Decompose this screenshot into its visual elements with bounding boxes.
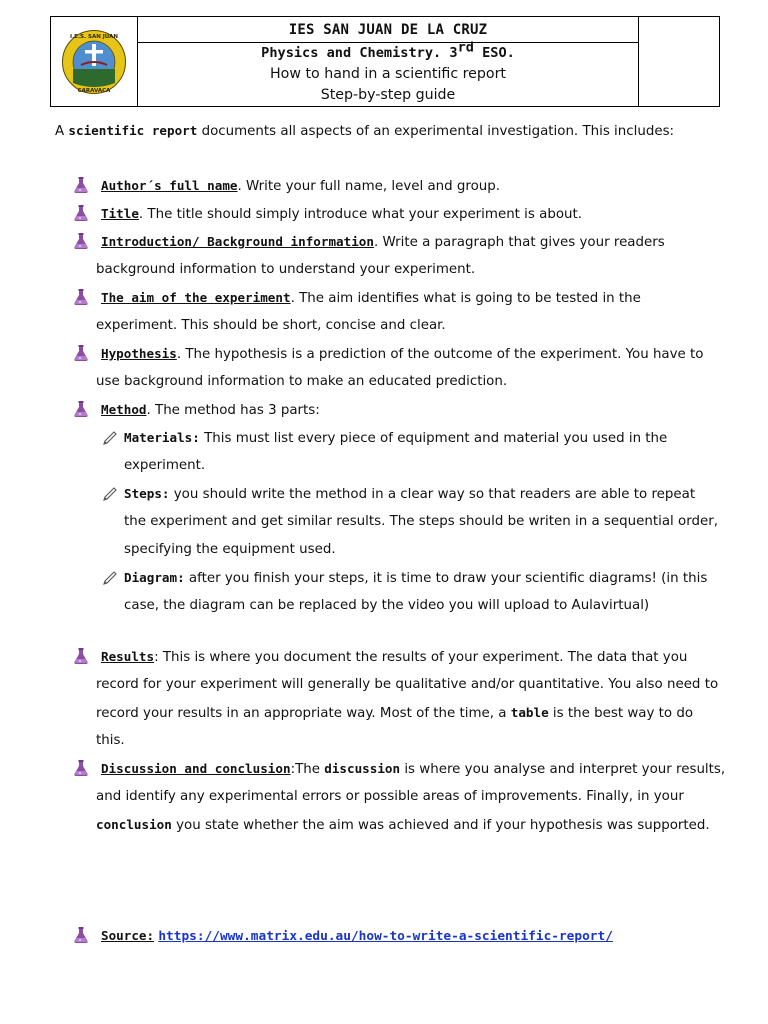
document-title: How to hand in a scientific report — [270, 66, 506, 82]
list-item-results: Results: This is where you document the results of your experiment. The data that you — [101, 649, 688, 665]
flask-icon — [72, 176, 90, 194]
sub-item-steps: Steps: you should write the method in a clear way so that readers are able to repeat — [124, 486, 696, 502]
flask-icon — [72, 288, 90, 306]
list-item-title: Title. The title should simply introduce what your experiment is about. — [101, 206, 583, 222]
list-item-source: Source: https://www.matrix.edu.au/how-to-write-a-scientific-report/ — [101, 928, 613, 944]
list-item-results-cont3: this. — [96, 733, 125, 748]
list-item-discussion-cont1: and identify any experimental errors or possible areas of improvements. Finally, in your — [96, 789, 684, 804]
pen-icon — [102, 570, 118, 586]
right-empty-cell — [639, 17, 720, 107]
list-item-aim: The aim of the experiment. The aim identifies what is going to be tested in the — [101, 290, 641, 306]
svg-text:CARAVACA: CARAVACA — [77, 87, 111, 94]
logo-cell — [51, 17, 138, 107]
list-item-discussion: Discussion and conclusion:The discussion is where you analyse and interpret your results, — [101, 761, 726, 777]
list-item-introduction: Introduction/ Background information. Write a paragraph that gives your readers — [101, 234, 665, 250]
subject-line: Physics and Chemistry. 3rd ESO. — [261, 39, 515, 61]
school-name: IES SAN JUAN DE LA CRUZ — [138, 17, 639, 43]
pen-icon — [102, 486, 118, 502]
list-item-results-cont1: record for your experiment will generally be qualitative and/or quantitative. You also need to — [96, 677, 719, 692]
flask-icon — [72, 232, 90, 250]
pen-icon — [102, 430, 118, 446]
source-link[interactable]: https://www.matrix.edu.au/how-to-write-a-scientific-report/ — [158, 929, 613, 944]
sub-item-diagram-cont: case, the diagram can be replaced by the video you will upload to Aulavirtual) — [124, 598, 650, 613]
flask-icon — [72, 759, 90, 777]
flask-icon — [72, 344, 90, 362]
flask-icon — [72, 926, 90, 944]
list-item-hypothesis-cont: use background information to make an educated prediction. — [96, 374, 508, 389]
list-item-introduction-cont: background information to understand your experiment. — [96, 262, 476, 277]
list-item-discussion-cont2: conclusion you state whether the aim was achieved and if your hypothesis was supported. — [96, 817, 710, 833]
list-item-aim-cont: experiment. This should be short, concise and clear. — [96, 318, 446, 333]
list-item-author: Author´s full name. Write your full name, level and group. — [101, 178, 501, 194]
document-subtitle: Step-by-step guide — [320, 87, 456, 103]
header-table — [50, 16, 720, 107]
flask-icon — [72, 400, 90, 418]
flask-icon — [72, 204, 90, 222]
list-item-method: Method. The method has 3 parts: — [101, 402, 320, 418]
sub-item-steps-cont2: specifying the equipment used. — [124, 542, 336, 557]
intro-paragraph: A scientific report documents all aspects of an experimental investigation. This includes: — [55, 123, 675, 139]
subject-cell — [138, 39, 639, 107]
sub-item-materials-cont: experiment. — [124, 458, 206, 473]
sub-item-diagram: Diagram: after you finish your steps, it is time to draw your scientific diagrams! (in this — [124, 570, 708, 586]
school-logo — [61, 29, 127, 95]
list-item-hypothesis: Hypothesis. The hypothesis is a prediction of the outcome of the experiment. You have to — [101, 346, 704, 362]
list-item-results-cont2: record your results in an appropriate way. Most of the time, a table is the best way to do — [96, 705, 694, 721]
flask-icon — [72, 647, 90, 665]
sub-item-steps-cont1: the experiment and get similar results. The steps should be writen in a sequential order, — [124, 514, 718, 529]
svg-text:I.E.S. SAN JUAN: I.E.S. SAN JUAN — [70, 33, 118, 40]
sub-item-materials: Materials: This must list every piece of equipment and material you used in the — [124, 430, 668, 446]
